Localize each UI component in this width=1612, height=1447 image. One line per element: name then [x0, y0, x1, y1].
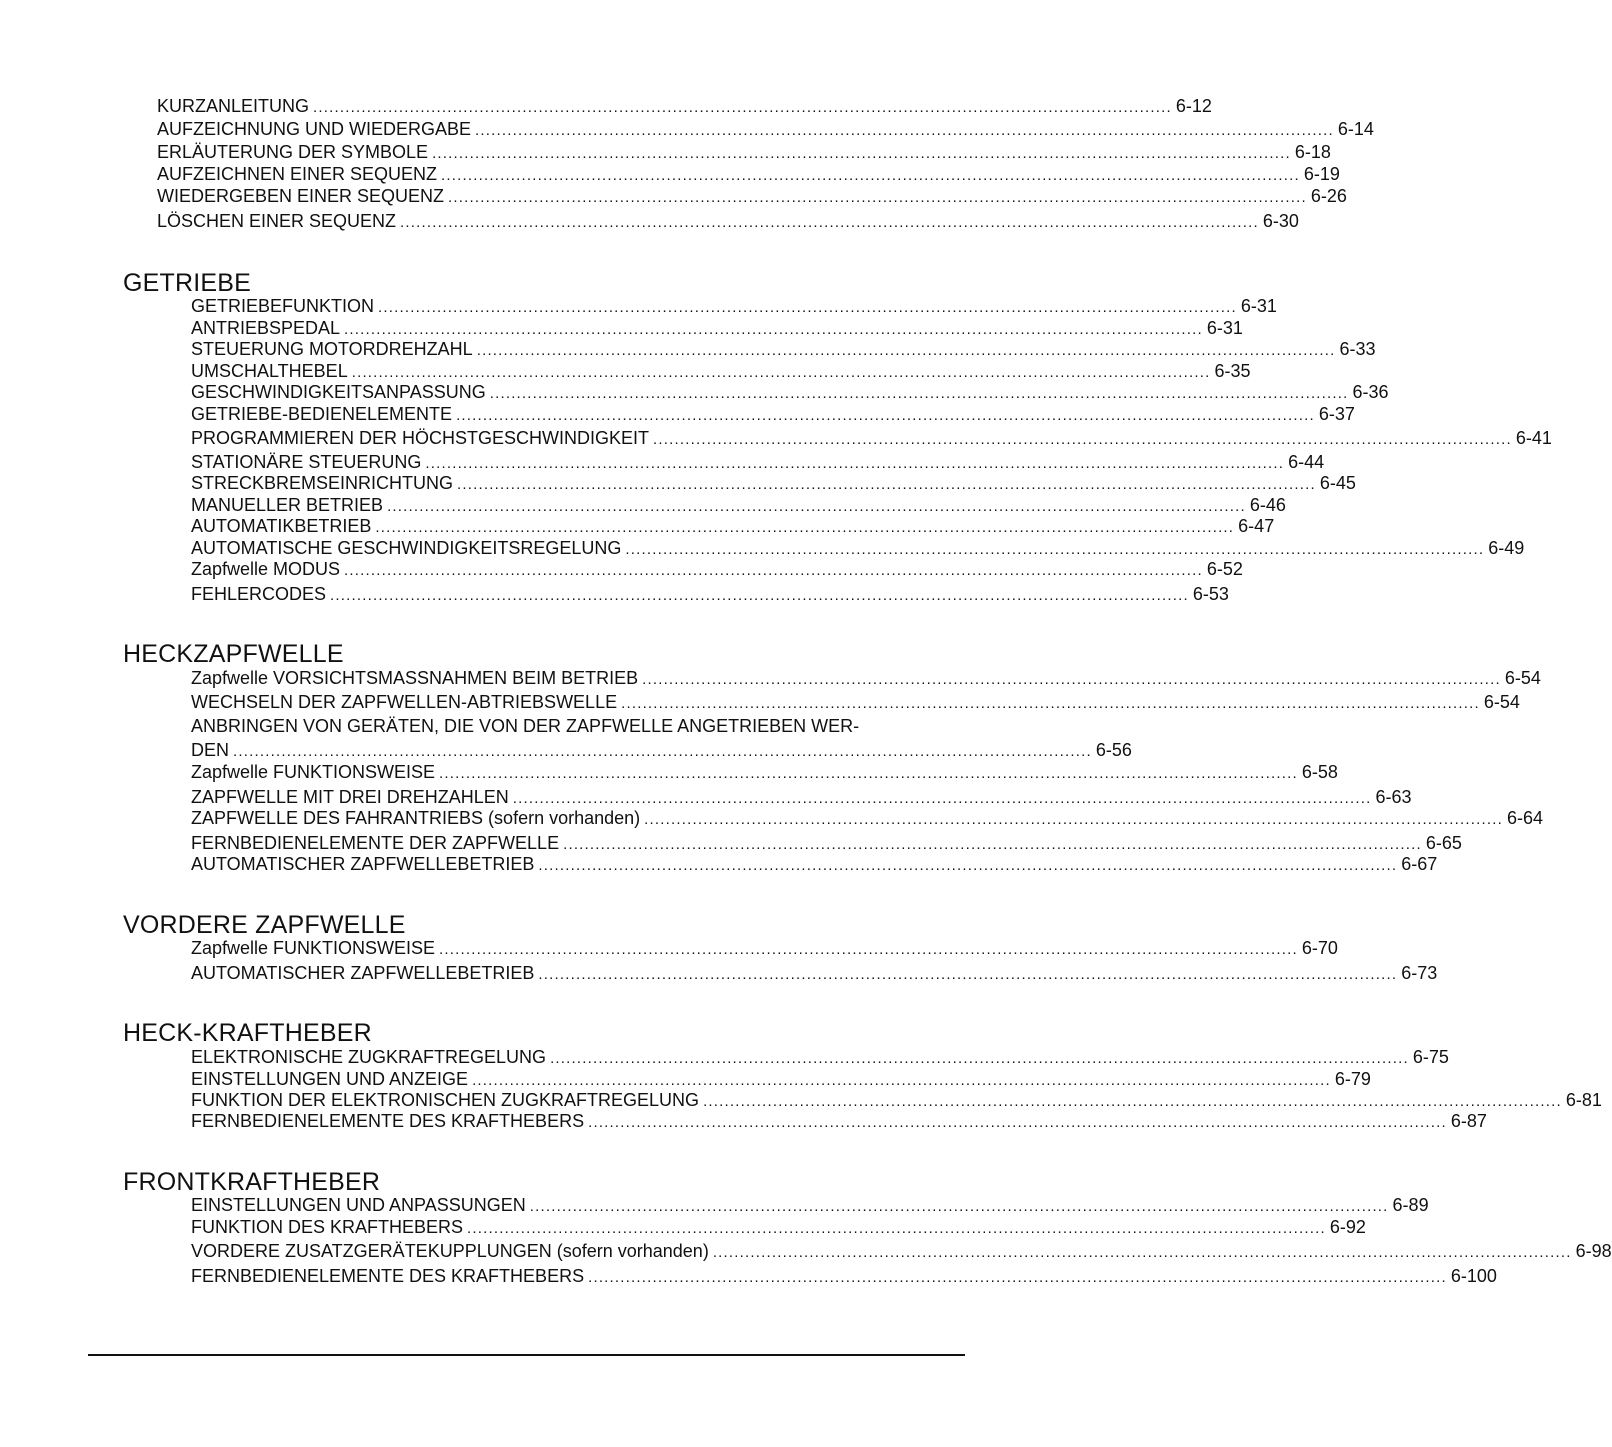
toc-entry[interactable]: [191, 1110, 1487, 1132]
toc-entry-page: 6-12: [1175, 96, 1212, 116]
toc-entry-title: LÖSCHEN EINER SEQUENZ: [157, 211, 397, 231]
toc-entry-page: 6-52: [1206, 559, 1243, 579]
toc-leader-dots: ................................................................................................................................................................: [457, 476, 1316, 493]
toc-entry[interactable]: [191, 472, 1356, 494]
toc-entry-title: EINSTELLUNGEN UND ANZEIGE: [191, 1069, 469, 1089]
toc-entry[interactable]: [157, 118, 1374, 140]
toc-entry[interactable]: [191, 807, 1543, 829]
toc-leader-dots: ................................................................................................................................................................: [588, 1269, 1447, 1286]
toc-entry[interactable]: [191, 1240, 1612, 1262]
toc-entry-title: Zapfwelle FUNKTIONSWEISE: [191, 938, 436, 958]
toc-leader-dots: ................................................................................................................................................................: [400, 214, 1259, 231]
toc-leader-dots: ................................................................................................................................................................: [712, 1244, 1572, 1261]
toc-entry[interactable]: [191, 451, 1325, 473]
section-heading: VORDERE ZAPFWELLE: [123, 911, 406, 939]
toc-leader-dots: ................................................................................................................................................................: [233, 743, 1092, 760]
footer-rule: [88, 1354, 965, 1356]
toc-entry-title: Zapfwelle FUNKTIONSWEISE: [191, 762, 436, 782]
toc-entry[interactable]: [191, 739, 1132, 761]
toc-leader-dots: ................................................................................................................................................................: [378, 299, 1237, 316]
toc-entry[interactable]: [191, 1046, 1449, 1068]
toc-entry-page: 6-54: [1483, 692, 1520, 712]
toc-entry[interactable]: [191, 381, 1389, 403]
toc-leader-dots: ................................................................................................................................................................: [512, 790, 1372, 807]
toc-entry[interactable]: [157, 163, 1340, 185]
toc-leader-dots: ................................................................................................................................................................: [387, 498, 1246, 515]
toc-entry-title: Zapfwelle MODUS: [191, 559, 341, 579]
toc-entry[interactable]: [191, 427, 1552, 449]
toc-entry-title: AUTOMATISCHE GESCHWINDIGKEITSREGELUNG: [191, 538, 622, 558]
toc-entry-title: FEHLERCODES: [191, 584, 327, 604]
toc-entry[interactable]: [191, 1265, 1497, 1287]
toc-leader-dots: ................................................................................................................................................................: [489, 385, 1349, 402]
toc-leader-dots: ................................................................................................................................................................: [529, 1198, 1389, 1215]
toc-entry-title: AUTOMATIKBETRIEB: [191, 516, 372, 536]
toc-entry-page: 6-70: [1301, 938, 1338, 958]
toc-entry[interactable]: [157, 95, 1212, 117]
toc-entry[interactable]: [191, 537, 1525, 559]
toc-entry[interactable]: [191, 962, 1438, 984]
toc-entry-page: 6-19: [1303, 164, 1340, 184]
toc-entry-page: 6-26: [1310, 186, 1347, 206]
toc-entry[interactable]: [157, 141, 1331, 163]
toc-entry[interactable]: [191, 1216, 1366, 1238]
toc-leader-dots: ................................................................................................................................................................: [456, 407, 1315, 424]
toc-leader-dots: ................................................................................................................................................................: [330, 587, 1189, 604]
toc-entry[interactable]: [191, 558, 1243, 580]
toc-entry-page: 6-81: [1565, 1090, 1602, 1110]
toc-entry-first-line[interactable]: [191, 715, 965, 737]
toc-entry[interactable]: [191, 494, 1286, 516]
toc-entry[interactable]: [191, 786, 1412, 808]
toc-entry-page: 6-65: [1425, 833, 1462, 853]
toc-entry-title: AUFZEICHNUNG UND WIEDERGABE: [157, 119, 472, 139]
toc-leader-dots: ................................................................................................................................................................: [550, 1050, 1409, 1067]
toc-entry-title: Zapfwelle VORSICHTSMASSNAHMEN BEIM BETRIEB: [191, 668, 639, 688]
toc-entry[interactable]: [191, 360, 1251, 382]
section-heading: GETRIEBE: [123, 269, 252, 297]
toc-leader-dots: ................................................................................................................................................................: [563, 836, 1422, 853]
toc-entry-title: ZAPFWELLE MIT DREI DREHZAHLEN: [191, 787, 509, 807]
toc-leader-dots: ................................................................................................................................................................: [344, 562, 1203, 579]
toc-leader-dots: ................................................................................................................................................................: [644, 811, 1503, 828]
toc-entry-title: AUFZEICHNEN EINER SEQUENZ: [157, 164, 438, 184]
toc-entry-page: 6-45: [1319, 473, 1356, 493]
toc-leader-dots: ................................................................................................................................................................: [441, 167, 1300, 184]
section-heading: FRONTKRAFTHEBER: [123, 1168, 381, 1196]
toc-entry-title: ANTRIEBSPEDAL: [191, 318, 341, 338]
toc-leader-dots: ................................................................................................................................................................: [439, 765, 1298, 782]
toc-entry-title: MANUELLER BETRIEB: [191, 495, 384, 515]
toc-entry-page: 6-53: [1192, 584, 1229, 604]
toc-entry-page: 6-79: [1334, 1069, 1371, 1089]
toc-entry-page: 6-92: [1329, 1217, 1366, 1237]
toc-entry[interactable]: [191, 1194, 1429, 1216]
toc-leader-dots: ................................................................................................................................................................: [653, 431, 1512, 448]
toc-leader-dots: ................................................................................................................................................................: [642, 671, 1501, 688]
toc-entry-page: 6-41: [1515, 428, 1552, 448]
toc-leader-dots: ................................................................................................................................................................: [375, 519, 1235, 536]
toc-leader-dots: ................................................................................................................................................................: [476, 342, 1336, 359]
toc-entry-title: FERNBEDIENELEMENTE DES KRAFTHEBERS: [191, 1266, 585, 1286]
toc-entry-page: 6-73: [1401, 963, 1438, 983]
toc-entry[interactable]: [191, 1068, 1371, 1090]
toc-entry-title: ZAPFWELLE DES FAHRANTRIEBS (sofern vorhanden): [191, 808, 641, 828]
toc-entry[interactable]: [191, 317, 1243, 339]
toc-entry-title: ANBRINGEN VON GERÄTEN, DIE VON DER ZAPFWELLE ANGETRIEBEN WER-: [191, 716, 860, 736]
toc-entry-title: STRECKBREMSEINRICHTUNG: [191, 473, 454, 493]
toc-entry-page: 6-56: [1095, 740, 1132, 760]
toc-entry-title: FUNKTION DES KRAFTHEBERS: [191, 1217, 464, 1237]
toc-leader-dots: ................................................................................................................................................................: [439, 941, 1298, 958]
toc-entry-title: UMSCHALTHEBEL: [191, 361, 348, 381]
toc-entry-page: 6-75: [1412, 1047, 1449, 1067]
toc-leader-dots: ................................................................................................................................................................: [351, 364, 1211, 381]
toc-leader-dots: ................................................................................................................................................................: [432, 145, 1291, 162]
toc-leader-dots: ................................................................................................................................................................: [313, 99, 1172, 116]
toc-entry[interactable]: [191, 691, 1520, 713]
toc-entry[interactable]: [191, 667, 1541, 689]
toc-leader-dots: ................................................................................................................................................................: [538, 966, 1398, 983]
section-heading: HECK-KRAFTHEBER: [123, 1019, 372, 1047]
toc-entry-page: 6-33: [1339, 339, 1376, 359]
toc-entry-page: 6-31: [1206, 318, 1243, 338]
toc-leader-dots: ................................................................................................................................................................: [538, 857, 1398, 874]
toc-entry-title: VORDERE ZUSATZGERÄTEKUPPLUNGEN (sofern vorhanden): [191, 1241, 709, 1261]
toc-entry[interactable]: [191, 853, 1438, 875]
toc-entry[interactable]: [191, 1089, 1602, 1111]
toc-entry[interactable]: [191, 338, 1376, 360]
toc-entry-page: 6-31: [1240, 296, 1277, 316]
toc-entry-title: STATIONÄRE STEUERUNG: [191, 452, 422, 472]
toc-entry-title: GESCHWINDIGKEITSANPASSUNG: [191, 382, 486, 402]
toc-entry-page: 6-67: [1401, 854, 1438, 874]
toc-leader-dots: ................................................................................................................................................................: [425, 455, 1285, 472]
toc-entry-title: FERNBEDIENELEMENTE DER ZAPFWELLE: [191, 833, 560, 853]
toc-entry-page: 6-46: [1249, 495, 1286, 515]
toc-entry-title: FUNKTION DER ELEKTRONISCHEN ZUGKRAFTREGELUNG: [191, 1090, 700, 1110]
toc-leader-dots: ................................................................................................................................................................: [621, 695, 1480, 712]
toc-entry-title: ERLÄUTERUNG DER SYMBOLE: [157, 142, 429, 162]
toc-entry-title: GETRIEBE-BEDIENELEMENTE: [191, 404, 453, 424]
toc-entry-page: 6-47: [1238, 516, 1275, 536]
toc-entry-page: 6-64: [1506, 808, 1543, 828]
toc-entry-page: 6-44: [1288, 452, 1325, 472]
section-heading: HECKZAPFWELLE: [123, 640, 344, 668]
toc-entry-title: EINSTELLUNGEN UND ANPASSUNGEN: [191, 1195, 526, 1215]
toc-entry-title: FERNBEDIENELEMENTE DES KRAFTHEBERS: [191, 1111, 585, 1131]
toc-entry-title: STEUERUNG MOTORDREHZAHL: [191, 339, 473, 359]
toc-leader-dots: ................................................................................................................................................................: [703, 1093, 1562, 1110]
toc-entry-title: KURZANLEITUNG: [157, 96, 310, 116]
toc-entry[interactable]: [157, 185, 1347, 207]
toc-entry-page: 6-100: [1450, 1266, 1497, 1286]
toc-leader-dots: ................................................................................................................................................................: [344, 321, 1203, 338]
toc-entry-page: 6-87: [1450, 1111, 1487, 1131]
toc-entry-page: 6-58: [1301, 762, 1338, 782]
toc-entry-page: 6-35: [1214, 361, 1251, 381]
toc-leader-dots: ................................................................................................................................................................: [475, 122, 1334, 139]
toc-entry[interactable]: [191, 761, 1338, 783]
toc-entry-page: 6-18: [1294, 142, 1331, 162]
toc-entry[interactable]: [191, 937, 1338, 959]
toc-entry[interactable]: [191, 295, 1277, 317]
toc-entry-page: 6-98: [1575, 1241, 1612, 1261]
toc-leader-dots: ................................................................................................................................................................: [625, 541, 1485, 558]
toc-entry-page: 6-63: [1375, 787, 1412, 807]
toc-leader-dots: ................................................................................................................................................................: [467, 1220, 1326, 1237]
toc-entry[interactable]: [157, 210, 1299, 232]
toc-entry-page: 6-54: [1504, 668, 1541, 688]
toc-entry-title: WECHSELN DER ZAPFWELLEN-ABTRIEBSWELLE: [191, 692, 618, 712]
toc-entry-title: ELEKTRONISCHE ZUGKRAFTREGELUNG: [191, 1047, 547, 1067]
toc-entry-page: 6-36: [1352, 382, 1389, 402]
toc-entry-page: 6-30: [1262, 211, 1299, 231]
toc-entry-title: AUTOMATISCHER ZAPFWELLEBETRIEB: [191, 963, 535, 983]
toc-entry-page: 6-14: [1337, 119, 1374, 139]
toc-entry[interactable]: [191, 583, 1229, 605]
toc-entry-title-continuation: DEN: [191, 740, 230, 760]
toc-entry[interactable]: [191, 515, 1275, 537]
toc-entry-page: 6-89: [1392, 1195, 1429, 1215]
toc-entry[interactable]: [191, 832, 1462, 854]
toc-leader-dots: ................................................................................................................................................................: [472, 1072, 1331, 1089]
toc-leader-dots: ................................................................................................................................................................: [588, 1114, 1447, 1131]
toc-leader-dots: ................................................................................................................................................................: [448, 189, 1307, 206]
toc-entry-title: AUTOMATISCHER ZAPFWELLEBETRIEB: [191, 854, 535, 874]
toc-entry-title: WIEDERGEBEN EINER SEQUENZ: [157, 186, 445, 206]
toc-entry[interactable]: [191, 403, 1355, 425]
toc-entry-page: 6-49: [1488, 538, 1525, 558]
toc-entry-title: GETRIEBEFUNKTION: [191, 296, 375, 316]
toc-entry-title: PROGRAMMIEREN DER HÖCHSTGESCHWINDIGKEIT: [191, 428, 650, 448]
toc-entry-page: 6-37: [1318, 404, 1355, 424]
